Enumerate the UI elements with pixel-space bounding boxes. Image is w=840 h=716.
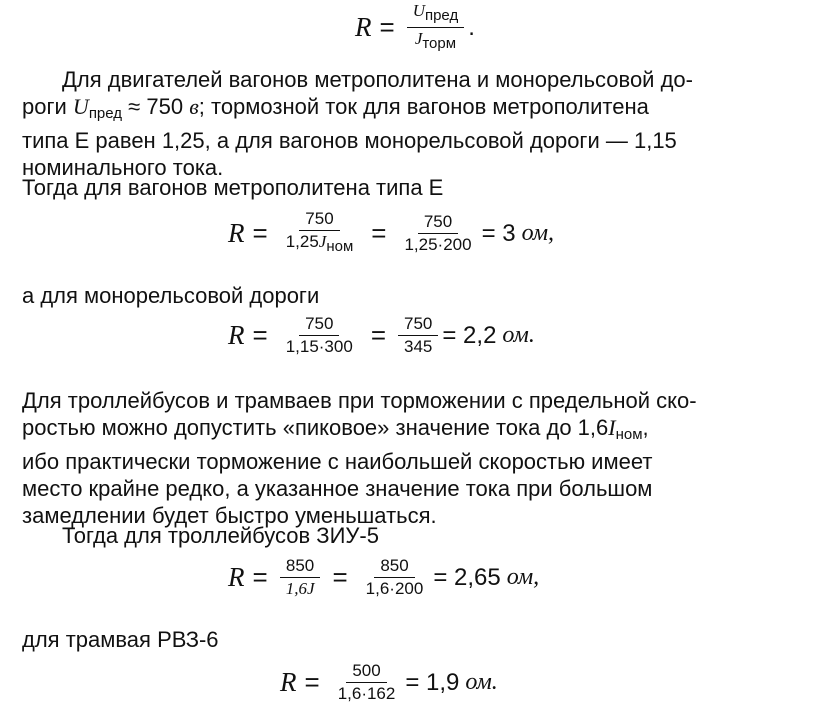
fraction [280, 208, 360, 258]
fraction-denominator: 1,6·200 [365, 579, 424, 598]
fraction-denominator: 345 [404, 337, 433, 356]
fraction [280, 555, 321, 600]
formula-unit: ом. [502, 322, 535, 348]
paragraph-3 [22, 282, 822, 309]
formula-metro: R = $\frac{750}{\text{1,25Jном}}$ = $\frac{750}{1,25\cdot 200}$ = 3 ом, [228, 208, 554, 258]
formula-lhs: R [228, 562, 245, 592]
formula-unit: ом, [521, 219, 555, 246]
fraction-denominator: 1,6·162 [337, 684, 396, 703]
formula-tail: . [468, 14, 475, 41]
fraction-numerator: 750 [398, 313, 438, 336]
text-line: Для троллейбусов и трамваев при торможении с предельной ско- [22, 388, 697, 413]
fraction [280, 313, 359, 358]
fraction-numerator: 850 [374, 555, 414, 578]
text-line: Для двигателей вагонов метрополитена и монорельсовой до- [62, 67, 693, 92]
text-line: типа Е равен 1,25, а для вагонов монорельсовой дороги — 1,15 [22, 128, 677, 153]
formula-result: = 2,65 [433, 564, 501, 591]
formula-result: = 2,2 [442, 322, 497, 349]
text-line: Тогда для троллейбусов ЗИУ-5 [62, 523, 379, 548]
formula-lhs: R [280, 667, 297, 697]
text-line: номинального тока. [22, 155, 224, 180]
formula-main [355, 0, 475, 55]
text-line: ростью можно допустить «пиковое» значение тока до $1,6I_{ном}$, [22, 415, 649, 443]
formula-lhs: R [355, 12, 372, 42]
formula-tram: R = $\frac{500}{1,6\cdot 162}$ = 1,9 ом. [280, 661, 498, 703]
fraction-denominator: 1,15·300 [285, 337, 353, 356]
formula-lhs: R [228, 217, 245, 248]
paragraph-5 [22, 522, 822, 549]
formula-result: = 1,9 [405, 669, 460, 696]
fraction [360, 555, 430, 600]
fraction-numerator: 750 [418, 211, 458, 234]
fraction [398, 313, 438, 358]
text-line: место крайне редко, а указанное значение тока при большом [22, 476, 653, 501]
formula-lhs: R [228, 320, 245, 350]
text-line: замедлении будет быстро уменьшаться. [22, 503, 437, 528]
formula-unit: ом, [506, 564, 540, 590]
fraction [407, 0, 465, 55]
paragraph-1 [22, 66, 822, 181]
formula-eq: = [379, 12, 395, 42]
text-line: а для монорельсовой дороги [22, 283, 320, 308]
fraction [332, 660, 402, 705]
formula-monorail: R = $\frac{750}{1,15\cdot 300}$ = $\frac{750}{345}$ = 2,2 ом. [228, 314, 535, 356]
fraction-numerator: 500 [346, 660, 386, 683]
fraction-denominator: 1,25·200 [404, 234, 472, 254]
fraction-numerator: 750 [299, 208, 339, 231]
fraction-denominator: 1,25Jном [285, 232, 354, 255]
paragraph-2 [22, 174, 822, 201]
fraction-denominator: 1,6J [285, 579, 315, 598]
fraction-numerator: 850 [280, 555, 320, 578]
text-line: для трамвая РВЗ-6 [22, 627, 219, 652]
text-line: Тогда для вагонов метрополитена типа Е [22, 175, 444, 200]
paragraph-4 [22, 387, 822, 529]
fraction-numerator: Uпред [407, 0, 465, 28]
formula-result: = 3 [481, 219, 516, 247]
fraction-numerator: 750 [299, 313, 339, 336]
fraction [398, 211, 477, 256]
formula-trolleybus: R = $\frac{850}{1,6J}$ = $\frac{850}{1,6\cdot 200}$ = 2,65 ом, [228, 556, 540, 598]
text-line: ибо практически торможение с наибольшей скоростью имеет [22, 449, 653, 474]
text-line: роги $U_{пред} \approx 750$ в; тормозной ток для вагонов метрополитена [22, 94, 649, 122]
formula-unit: ом. [465, 669, 498, 695]
fraction-denominator: Jторм [414, 29, 457, 52]
paragraph-6 [22, 626, 822, 653]
